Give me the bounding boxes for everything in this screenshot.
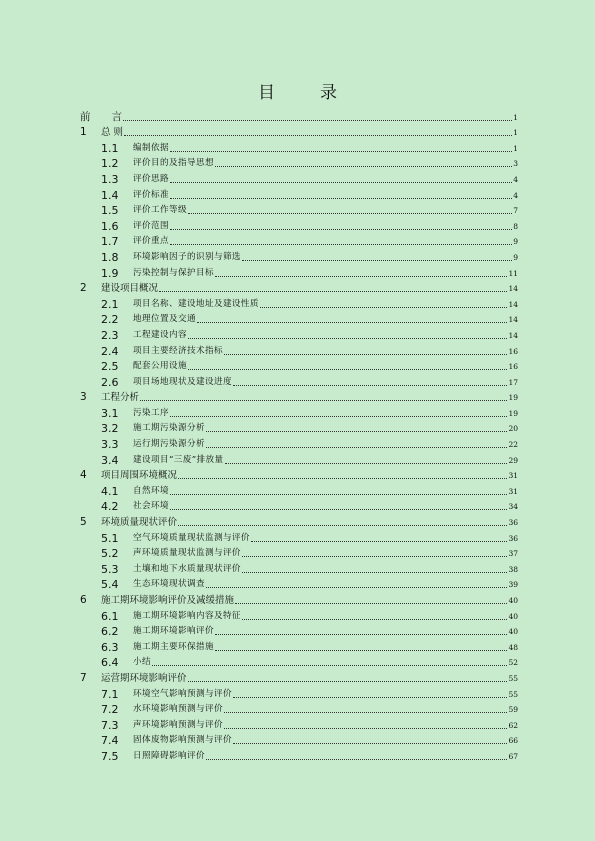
dot-leader xyxy=(233,697,508,698)
toc-entry-number: 5.1 xyxy=(101,531,119,545)
toc-entry-page: 11 xyxy=(508,268,518,278)
toc-entry-page: 16 xyxy=(508,346,518,356)
toc-entry[interactable] xyxy=(80,733,518,749)
toc-entry-page: 36 xyxy=(508,533,518,543)
toc-entry-page: 52 xyxy=(508,658,518,668)
toc-entry-number: 2 xyxy=(80,282,87,295)
toc-entry-number: 7.2 xyxy=(101,703,119,717)
toc-entry-title: 评价重点 xyxy=(133,236,169,247)
dot-leader xyxy=(170,244,512,245)
dot-leader xyxy=(123,120,512,121)
dot-leader xyxy=(260,307,508,308)
toc-entry-page: 19 xyxy=(508,393,518,403)
toc-entry-page: 22 xyxy=(508,440,518,450)
toc-entry[interactable] xyxy=(80,312,518,328)
toc-entry-title: 社会环境 xyxy=(133,501,169,512)
dot-leader xyxy=(215,276,508,277)
dot-leader xyxy=(225,463,508,464)
toc-entry[interactable] xyxy=(80,717,518,733)
dot-leader xyxy=(206,447,508,448)
toc-entry-title: 日照障碍影响评价 xyxy=(133,750,205,761)
toc-entry-title: 地理位置及交通 xyxy=(133,314,196,325)
dot-leader xyxy=(188,369,507,370)
toc-entry-title: 小结 xyxy=(133,657,151,668)
toc-entry[interactable] xyxy=(80,686,518,702)
toc-entry-number: 3 xyxy=(80,391,87,404)
toc-entry[interactable] xyxy=(80,452,518,468)
dot-leader xyxy=(178,478,507,479)
toc-entry-page: 19 xyxy=(508,408,518,418)
toc-entry-title: 工程分析 xyxy=(101,392,140,404)
toc-entry[interactable] xyxy=(80,296,518,312)
toc-entry-number: 7 xyxy=(80,671,87,684)
dot-leader xyxy=(251,541,508,542)
toc-entry-number: 1 xyxy=(80,126,87,139)
toc-entry[interactable] xyxy=(80,281,518,297)
toc-entry-number: 1.5 xyxy=(101,204,119,218)
toc-entry-title: 运行期污染源分析 xyxy=(133,439,205,450)
toc-entry-page: 8 xyxy=(513,221,518,231)
toc-entry[interactable] xyxy=(80,561,518,577)
toc-entry-title: 声环境质量现状监测与评价 xyxy=(133,548,241,559)
toc-entry-page: 66 xyxy=(508,736,518,746)
toc-entry-page: 48 xyxy=(508,642,518,652)
toc-entry-title: 评价工作等级 xyxy=(133,205,187,216)
toc-entry[interactable] xyxy=(80,499,518,515)
toc-entry-number: 3.4 xyxy=(101,453,119,467)
toc-entry-number: 2.4 xyxy=(101,344,119,358)
toc-entry[interactable] xyxy=(80,748,518,764)
toc-entry-title: 生态环境现状调查 xyxy=(133,579,205,590)
toc-entry-number: 1.4 xyxy=(101,188,119,202)
toc-entry[interactable] xyxy=(80,374,518,390)
dot-leader xyxy=(242,572,508,573)
toc-entry[interactable] xyxy=(80,187,518,203)
toc-entry-page: 14 xyxy=(508,299,518,309)
toc-entry-page: 62 xyxy=(508,720,518,730)
toc-entry[interactable] xyxy=(80,483,518,499)
toc-entry-title: 施工期环境影响评价 xyxy=(133,626,214,637)
toc-entry-number: 1.2 xyxy=(101,157,119,171)
dot-leader xyxy=(242,619,508,620)
toc-entry-page: 39 xyxy=(508,580,518,590)
toc-entry-title: 施工期主要环保措施 xyxy=(133,641,214,652)
toc-entry-title: 自然环境 xyxy=(133,485,169,496)
toc-entry-title: 编制依据 xyxy=(133,142,169,153)
toc-entry[interactable] xyxy=(80,421,518,437)
dot-leader xyxy=(188,213,512,214)
toc-entry-title: 评价范围 xyxy=(133,220,169,231)
dot-leader xyxy=(215,634,508,635)
dot-leader xyxy=(242,260,512,261)
toc-entry-title: 配套公用设施 xyxy=(133,361,187,372)
toc-entry-page: 1 xyxy=(513,143,518,153)
toc-entry-page: 9 xyxy=(513,237,518,247)
toc-entry-page: 4 xyxy=(513,190,518,200)
dot-leader xyxy=(197,322,507,323)
toc-entry-number: 4.1 xyxy=(101,484,119,498)
toc-entry[interactable] xyxy=(80,359,518,375)
toc-entry-number: 5.3 xyxy=(101,562,119,576)
toc-entry[interactable] xyxy=(80,109,518,125)
dot-leader xyxy=(224,354,508,355)
toc-entry[interactable] xyxy=(80,203,518,219)
dot-leader xyxy=(170,182,512,183)
toc-entry-number: 3.2 xyxy=(101,422,119,436)
toc-entry-title: 项目场地现状及建设进度 xyxy=(133,376,232,387)
toc-entry-title: 土壤和地下水质量现状评价 xyxy=(133,563,241,574)
dot-leader xyxy=(170,509,507,510)
toc-entry-number: 4.2 xyxy=(101,500,119,514)
toc-entry-page: 1 xyxy=(513,128,518,138)
toc-entry[interactable] xyxy=(80,234,518,250)
dot-leader xyxy=(170,151,512,152)
toc-entry-page: 38 xyxy=(508,564,518,574)
toc-entry-page: 14 xyxy=(508,330,518,340)
toc-entry-page: 59 xyxy=(508,705,518,715)
toc-entry-number: 5 xyxy=(80,516,87,529)
toc-entry-number: 1.6 xyxy=(101,219,119,233)
toc-entry-page: 17 xyxy=(508,377,518,387)
toc-entry-number: 7.4 xyxy=(101,734,119,748)
toc-entry-page: 67 xyxy=(508,751,518,761)
dot-leader xyxy=(242,556,508,557)
toc-entry-number: 1.3 xyxy=(101,172,119,186)
dot-leader xyxy=(159,291,507,292)
dot-leader xyxy=(206,759,508,760)
toc-entry-title: 评价目的及指导思想 xyxy=(133,158,214,169)
toc-entry-page: 37 xyxy=(508,549,518,559)
dot-leader xyxy=(170,229,512,230)
toc-entry-title: 污染工序 xyxy=(133,407,169,418)
dot-leader xyxy=(152,665,507,666)
toc-entry-title: 评价标准 xyxy=(133,189,169,200)
toc-entry-title: 施工期污染源分析 xyxy=(133,423,205,434)
dot-leader xyxy=(188,338,507,339)
toc-entry-page: 34 xyxy=(508,502,518,512)
toc-entry-page: 7 xyxy=(513,206,518,216)
toc-entry[interactable] xyxy=(80,592,518,608)
toc-entry[interactable] xyxy=(80,343,518,359)
toc-entry[interactable] xyxy=(80,327,518,343)
toc-entry[interactable] xyxy=(80,546,518,562)
toc-entry[interactable] xyxy=(80,249,518,265)
toc-entry-page: 55 xyxy=(508,689,518,699)
dot-leader xyxy=(224,728,508,729)
dot-leader xyxy=(140,400,507,401)
toc-entry[interactable] xyxy=(80,218,518,234)
toc-entry[interactable] xyxy=(80,390,518,406)
toc-entry-page: 16 xyxy=(508,362,518,372)
toc-entry-page: 31 xyxy=(508,471,518,481)
toc-entry-title: 建设项目概况 xyxy=(101,283,159,295)
toc-entry-page: 1 xyxy=(513,112,518,122)
toc-entry-number: 6.1 xyxy=(101,609,119,623)
toc-entry-page: 4 xyxy=(513,174,518,184)
toc-entry[interactable] xyxy=(80,405,518,421)
toc-entry-title: 项目周围环境概况 xyxy=(101,470,178,482)
toc-entry[interactable] xyxy=(80,468,518,484)
toc-entry-page: 40 xyxy=(508,627,518,637)
page-title: 目 录 xyxy=(258,83,351,103)
toc-entry-title: 环境质量现状评价 xyxy=(101,517,178,529)
toc-entry-number: 3.1 xyxy=(101,406,119,420)
dot-leader xyxy=(170,416,507,417)
toc-entry-number: 7.5 xyxy=(101,749,119,763)
toc-entry[interactable] xyxy=(80,639,518,655)
toc-entry-title: 污染控制与保护目标 xyxy=(133,267,214,278)
toc-entry-number: 6.3 xyxy=(101,640,119,654)
toc-entry-number: 7.1 xyxy=(101,687,119,701)
dot-leader xyxy=(178,525,507,526)
toc-entry-number: 3.3 xyxy=(101,438,119,452)
toc-entry-page: 40 xyxy=(508,596,518,605)
toc-entry[interactable] xyxy=(80,171,518,187)
dot-leader xyxy=(170,198,512,199)
toc-entry[interactable] xyxy=(80,608,518,624)
toc-entry-number: 5.2 xyxy=(101,547,119,561)
toc-entry[interactable] xyxy=(80,156,518,172)
toc-entry-page: 3 xyxy=(513,159,518,169)
toc-entry[interactable] xyxy=(80,436,518,452)
toc-entry[interactable] xyxy=(80,624,518,640)
toc-entry-title: 工程建设内容 xyxy=(133,329,187,340)
toc-entry[interactable] xyxy=(80,702,518,718)
toc-entry-title: 运营期环境影响评价 xyxy=(101,672,187,684)
toc-entry-number: 1.8 xyxy=(101,250,119,264)
toc-entry[interactable] xyxy=(80,125,518,141)
toc-entry-title: 总 则 xyxy=(101,127,124,139)
dot-leader xyxy=(206,431,508,432)
toc-entry-number: 1.7 xyxy=(101,235,119,249)
toc-entry-number: 2.1 xyxy=(101,297,119,311)
toc-entry-number: 2.2 xyxy=(101,313,119,327)
toc-entry-title: 施工期环境影响内容及特征 xyxy=(133,610,241,621)
toc-entry[interactable] xyxy=(80,140,518,156)
toc-entry-number: 1.9 xyxy=(101,266,119,280)
toc-entry-title: 项目主要经济技术指标 xyxy=(133,345,223,356)
toc-entry-number: 2.6 xyxy=(101,375,119,389)
toc-entry-page: 31 xyxy=(508,486,518,496)
dot-leader xyxy=(215,166,512,167)
toc-entry[interactable] xyxy=(80,530,518,546)
toc-entry-title: 评价思路 xyxy=(133,173,169,184)
toc-entry-page: 40 xyxy=(508,611,518,621)
table-of-contents xyxy=(80,109,518,764)
dot-leader xyxy=(188,681,508,682)
toc-entry-title: 项目名称、建设地址及建设性质 xyxy=(133,298,259,309)
toc-entry-number: 4 xyxy=(80,469,87,482)
toc-entry[interactable] xyxy=(80,265,518,281)
toc-entry-page: 9 xyxy=(513,252,518,262)
toc-entry-number: 1.1 xyxy=(101,141,119,155)
toc-entry-number: 2.3 xyxy=(101,328,119,342)
toc-entry-page: 14 xyxy=(508,284,518,294)
toc-entry-number: 6 xyxy=(80,594,87,606)
toc-entry-number: 7.3 xyxy=(101,718,119,732)
toc-entry-page: 55 xyxy=(508,673,518,683)
toc-entry-title: 环境空气影响预测与评价 xyxy=(133,688,232,699)
dot-leader xyxy=(224,712,508,713)
toc-entry-number: 5.4 xyxy=(101,578,119,592)
toc-entry-number: 6.4 xyxy=(101,656,119,670)
toc-entry[interactable] xyxy=(80,655,518,671)
dot-leader xyxy=(235,603,507,604)
toc-entry-page: 29 xyxy=(508,455,518,465)
toc-entry-number: 前 言 xyxy=(80,110,122,123)
dot-leader xyxy=(206,587,508,588)
dot-leader xyxy=(124,135,512,136)
toc-entry[interactable] xyxy=(80,577,518,593)
toc-entry-page: 36 xyxy=(508,518,518,528)
toc-entry[interactable] xyxy=(80,514,518,530)
toc-entry-title: 施工期环境影响评价及减缓措施 xyxy=(101,595,235,606)
dot-leader xyxy=(233,385,508,386)
toc-entry-number: 2.5 xyxy=(101,360,119,374)
toc-entry-number: 6.2 xyxy=(101,625,119,639)
toc-entry-page: 14 xyxy=(508,315,518,325)
toc-entry-page: 20 xyxy=(508,424,518,434)
dot-leader xyxy=(233,743,508,744)
toc-entry-title: 水环境影响预测与评价 xyxy=(133,704,223,715)
toc-entry[interactable] xyxy=(80,670,518,686)
toc-entry-title: 环境影响因子的识别与筛选 xyxy=(133,251,241,262)
dot-leader xyxy=(170,494,507,495)
toc-entry-title: 声环境影响预测与评价 xyxy=(133,719,223,730)
toc-entry-title: 空气环境质量现状监测与评价 xyxy=(133,532,250,543)
dot-leader xyxy=(215,650,508,651)
toc-entry-title: 固体废物影响预测与评价 xyxy=(133,735,232,746)
toc-entry-title: 建设项目“三废”排放量 xyxy=(133,454,224,465)
